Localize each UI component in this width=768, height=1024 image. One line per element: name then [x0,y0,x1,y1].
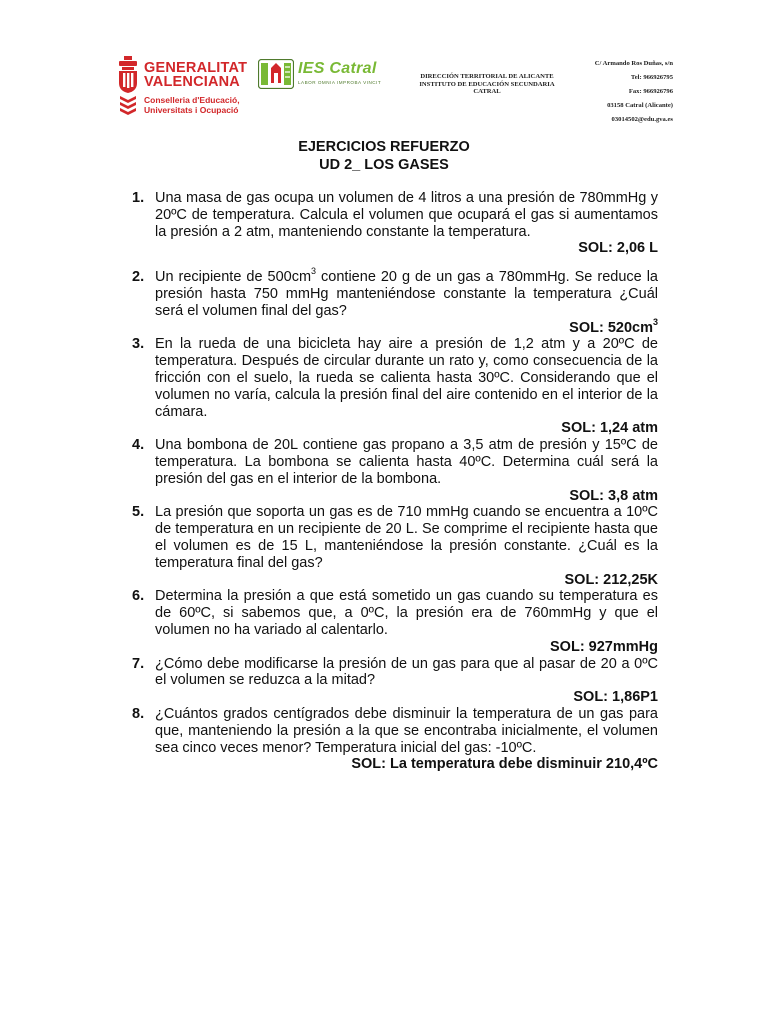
exercise-3 [132,336,658,437]
generalitat-logo [116,56,256,124]
exercise-text: Determina la presión a que está sometido un gas cuando su temperatura es de 60ºC, si sabemos que, a 0ºC, la presión era de 760mmHg y que el volumen no ha variado al calentarlo. [155,588,658,638]
direccion-territorial: DIRECCIÓN TERRITORIAL DE ALICANTE INSTITUTO DE EDUCACIÓN SECUNDARIA CATRAL [419,73,555,96]
exercise-number: 3. [132,336,145,353]
exercise-number: 8. [132,705,145,722]
exercise-number: 5. [132,504,145,521]
exercise-text: Un recipiente de $500cm^3$ contiene 20 g de un gas a 780mmHg. Se reduce la presión hasta 750 mmHg manteniéndose constante la temperatura ¿Cuál será el volumen final del gas? [155,266,658,319]
document-title: EJERCICIOS REFUERZO [298,139,470,155]
exercise-text: ¿Cómo debe modificarse la presión de un gas para que al pasar de 20 a 0ºC el volumen se reduzca a la mitad? [155,655,658,689]
exercise-text: En la rueda de una bicicleta hay aire a presión de 1,2 atm y a 20ºC de temperatura. Después de circular durante un rato y, como consecuencia de la fricción con el suelo, la rueda se calienta hasta 30ºC. Considerando que el volumen no varía, calcula la presión final del aire contenido en el interior de la cámara. [155,336,658,420]
exercise-number: 6. [132,588,145,605]
exercise-2 [132,266,658,336]
ies-catral-badge-icon [258,59,294,89]
exercise-solution: SOL: 3,8 atm [569,487,658,504]
contact-fax: Fax: 966926796 [628,88,673,95]
exercise-solution: SOL: $520cm^3$ [569,316,658,336]
exercise-number: 2. [132,269,145,286]
exercise-number: 7. [132,655,145,672]
generalitat-title: GENERALITAT VALENCIANA [144,60,248,90]
exercise-solution: SOL: 2,06 L [578,240,658,257]
exercise-solution: SOL: 1,86P1 [573,689,658,706]
contact-address: C/ Armando Ros Duñas, s/n [594,60,673,67]
conselleria-name: Conselleria d'Educació, Universitats i Ocupació [144,95,240,115]
exercise-solution: SOL: 927mmHg [550,638,658,655]
exercise-solution: SOL: 1,24 atm [561,420,658,437]
exercise-text: ¿Cuántos grados centígrados debe disminuir la temperatura de un gas para que, manteniendo la presión a la que se encontraba inicialmente, el volumen sea cinco veces menor? Temperatura inicial del gas: -10ºC. [155,705,658,756]
contact-info [595,57,673,127]
exercise-number: 1. [132,190,145,206]
exercise-text: Una bombona de 20L contiene gas propano a 3,5 atm de presión y 15ºC de temperatura. La bombona se calienta hasta 40ºC. Determina cuál será la presión del gas en el interior de la bombona. [155,437,658,487]
ies-catral-logo [258,59,418,91]
exercise-solution: SOL: La temperatura debe disminuir 210,4ºC [351,756,658,773]
contact-email: 03014502@edu.gva.es [611,116,673,123]
exercise-4 [132,437,658,504]
exercise-8 [132,706,658,773]
exercise-text: Una masa de gas ocupa un volumen de 4 litros a una presión de 780mmHg y 20ºC de temperatura. Calcula el volumen que ocupará el gas si aumentamos la presión a 2 atm, manteniendo constante la temperatura. [155,190,658,240]
ies-catral-name: IES Catral [298,60,377,77]
ies-catral-motto: LABOR OMNIA IMPROBA VINCIT [298,80,382,85]
exercise-6 [132,588,658,655]
exercise-7 [132,656,658,706]
document-heading [0,138,768,174]
contact-tel: Tel: 966926795 [630,74,673,81]
exercise-solution: SOL: 212,25K [564,571,658,588]
exercise-text: La presión que soporta un gas es de 710 mmHg cuando se encuentra a 10ºC de temperatura en un recipiente de 20 L. Se comprime el recipiente hasta que el volumen es de 15 L, manteniéndose la presión constante. ¿Cuál es la temperatura final del gas? [155,504,658,571]
exercise-list [132,190,658,773]
exercise-1 [132,190,658,257]
document-subtitle: UD 2_ LOS GASES [319,157,449,173]
contact-city: 03158 Catral (Alicante) [607,102,673,109]
letterhead [0,0,768,130]
exercise-number: 4. [132,437,145,454]
generalitat-emblem-icon [116,56,140,118]
exercise-5 [132,504,658,588]
